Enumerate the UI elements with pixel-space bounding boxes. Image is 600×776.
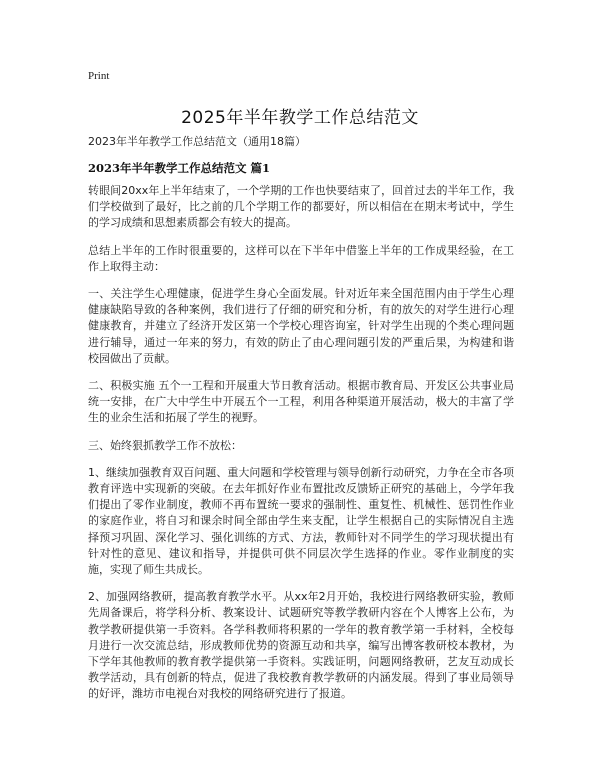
paragraph: 一、关注学生心理健康，促进学生身心全面发展。针对近年来全国范围内由于学生心理健康缺陷导致的各种案例，我们进行了仔细的研究和分析，有的放矢的对学生进行心理健康教育，并建立了经济开发区第一个学校心理咨询室，针对学生出现的个类心理问题进行辅导，通过一年来的努力，有效的防止了由心理问题引发的严重后果，为构建和谐校园做出了贡献。 — [88, 287, 514, 365]
document-subtitle: 2023年半年教学工作总结范文（通用18篇） — [88, 135, 306, 148]
paragraph: 三、始终狠抓教学工作不放松： — [88, 438, 242, 452]
article-body — [88, 183, 514, 714]
section-heading: 2023年半年教学工作总结范文 篇1 — [88, 161, 271, 175]
paragraph: 1、继续加强教育双百问题、重大问题和学校管理与领导创新行动研究，力争在全市各项教育评选中实现新的突破。在去年抓好作业布置批改反馈矫正研究的基础上，今学年我们提出了零作业制度，教师不再布置统一要求的强制性、重复性、机械性、惩罚性作业的家庭作业，将自习和课余时间全部由学生来支配，让学生根据自己的实际情况自主选择预习巩固、深化学习、强化训练的方式、方法，教师针对不同学生的学习现状提出有针对性的意见、建议和指导，并提供可供不同层次学生选择的作业。零作业制度的实施，实现了师生共成长。 — [88, 465, 514, 577]
paragraph: 二、积极实施 五个一工程和开展重大节日教育活动。根据市教育局、开发区公共事业局统一安排，在广大中学生中开展五个一工程，利用各种渠道开展活动，极大的丰富了学生的业余生活和拓展了学生的视野。 — [88, 379, 514, 425]
page-title: 2025年半年教学工作总结范文 — [181, 108, 419, 128]
paragraph: 总结上半年的工作时很重要的，这样可以在下半年中借鉴上半年的工作成果经验，在工作上取得主动： — [88, 243, 514, 273]
paragraph: 2、加强网络教研，提高教育教学水平。从xx年2月开始，我校进行网络教研实验，教师先周备课后，将学科分析、教案设计、试题研究等教学教研内容在个人博客上公布，为教学教研提供第一手资料。各学科教师将积累的一学年的教育教学第一手材料，全校每月进行一次交流总结，形成教师优势的资源互动和共享，编写出博客教研校本教材，为下学年其他教师的教育教学提供第一手资料。实践证明，问题网络教研，艺友互动成长教学活动，具有创新的特点，促进了我校教育教学教研的内涵发展。得到了事业局领导的好评，潍坊市电视台对我校的网络研究进行了报道。 — [88, 590, 514, 701]
print-link[interactable]: Print — [88, 70, 110, 82]
paragraph: 转眼间20xx年上半年结束了，一个学期的工作也快要结束了，回首过去的半年工作，我们学校做到了最好，比之前的几个学期工作的都要好，所以相信在在期末考试中，学生的学习成绩和思想素质都会有较大的提高。 — [88, 184, 514, 230]
